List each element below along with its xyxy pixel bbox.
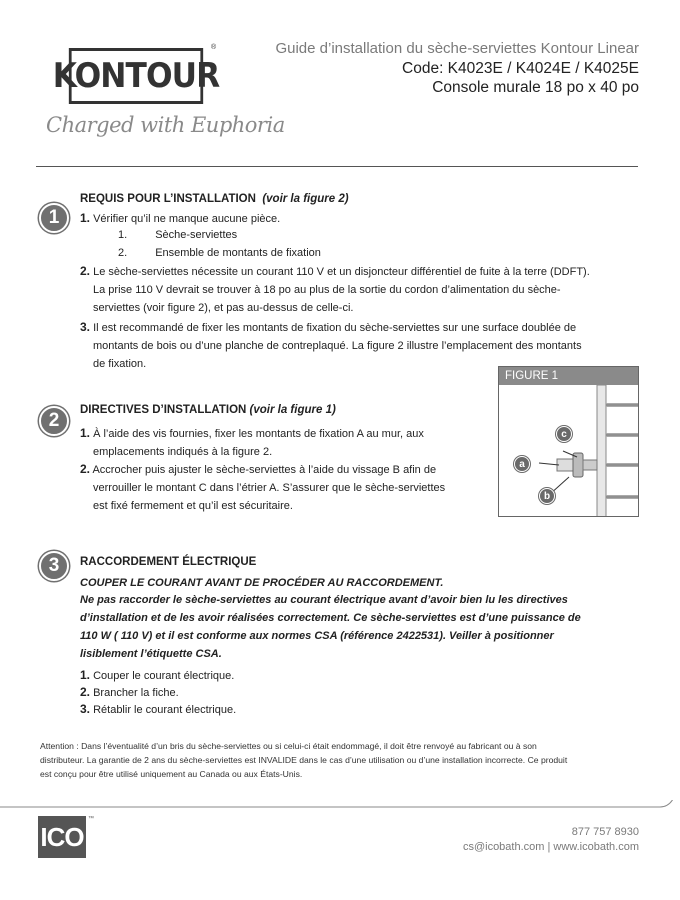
figure-1 xyxy=(498,366,639,517)
guide-title: Guide d’installation du sèche-serviettes Kontour Linear xyxy=(275,40,639,57)
towel-warmer-bracket-illustration xyxy=(499,385,639,517)
product-code: Code: K4023E / K4024E / K4025E xyxy=(402,60,639,77)
ico-trademark: ™ xyxy=(88,816,94,822)
kontour-logo: KONTOUR xyxy=(69,48,203,104)
brand-tagline: Charged with Euphoria xyxy=(46,113,285,137)
step-1-badge: 1 xyxy=(39,203,69,233)
section2-item-2: 2. Accrocher puis ajuster le sèche-serviettes à l’aide du vissage B afin de verrouiller le montant C dans l’étrier A. S’assurer que le sèche-serviettes est fixé fermement et qu’il est sécuritaire. xyxy=(80,462,446,512)
section3-heading: RACCORDEMENT ÉLECTRIQUE xyxy=(80,556,257,568)
section1-subitem-2: 2. Ensemble de montants de fixation xyxy=(118,247,321,259)
section3-warning-title: COUPER LE COURANT AVANT DE PROCÉDER AU RACCORDEMENT. xyxy=(80,577,444,589)
section3-item-1: 1. Couper le courant électrique. xyxy=(80,668,235,682)
section1-heading: REQUIS POUR L’INSTALLATION (voir la figure 2) xyxy=(80,193,349,205)
section3-warning-body: Ne pas raccorder le sèche-serviettes au courant électrique avant d’avoir bien lu les directives d’installation et de les avoir réalisées correctement. Ce sèche-serviettes est d’une puissance de 110 W ( 110 V) et il est conforme aux normes CSA (référence 2422531). Veiller à positionner lisiblement l’étiquette CSA. xyxy=(80,594,581,660)
section3-item-2: 2. Brancher la fiche. xyxy=(80,685,179,699)
phone-number: 877 757 8930 xyxy=(571,826,639,838)
callout-b: b xyxy=(539,488,555,504)
section1-item-2: 2. Le sèche-serviettes nécessite un courant 110 V et un disjoncteur différentiel de fuite à la terre (DDFT). La prise 110 V devrait se trouver à 18 po au plus de la sortie du cordon d’alimentation du sèche- serviettes (voir figure 2), et pas au-dessus de celle-ci. xyxy=(80,264,590,314)
section1-item-1: 1. Vérifier qu’il ne manque aucune pièce. xyxy=(80,211,281,225)
registered-mark: ® xyxy=(211,44,217,51)
section2-heading: DIRECTIVES D’INSTALLATION (voir la figure 1) xyxy=(80,404,336,416)
console-size: Console murale 18 po x 40 po xyxy=(432,79,639,96)
step-3-badge: 3 xyxy=(39,551,69,581)
section2-item-1: 1. À l’aide des vis fournies, fixer les montants de fixation A au mur, aux emplacements indiqués à la figure 2. xyxy=(80,426,424,458)
contact-info: cs@icobath.com | www.icobath.com xyxy=(462,841,639,853)
section1-subitem-1: 1. Sèche-serviettes xyxy=(118,229,238,241)
callout-a: a xyxy=(514,456,530,472)
section1-item-3: 3. Il est recommandé de fixer les montants de fixation du sèche-serviettes sur une surface doublée de montants de bois ou d’une planche de contreplaqué. La figure 2 illustre l’emplacement des montants de fixation. xyxy=(80,320,582,370)
header-divider xyxy=(36,166,638,167)
section3-item-3: 3. Rétablir le courant électrique. xyxy=(80,702,237,716)
ico-logo: ICO xyxy=(38,816,86,858)
warranty-note: Attention : Dans l’éventualité d’un bris du sèche-serviettes ou si celui-ci était endommagé, il doit être renvoyé au fabricant ou à son distributeur. La garantie de 2 ans du sèche-serviettes est INVALIDE dans le cas d’une utilisation ou d’une installation incorrecte. Ce produit est conçu pour être utilisé uniquement au Canada ou aux États-Unis. xyxy=(40,741,568,779)
step-2-badge: 2 xyxy=(39,406,69,436)
callout-c: c xyxy=(556,426,572,442)
figure-1-title: FIGURE 1 xyxy=(499,367,638,385)
